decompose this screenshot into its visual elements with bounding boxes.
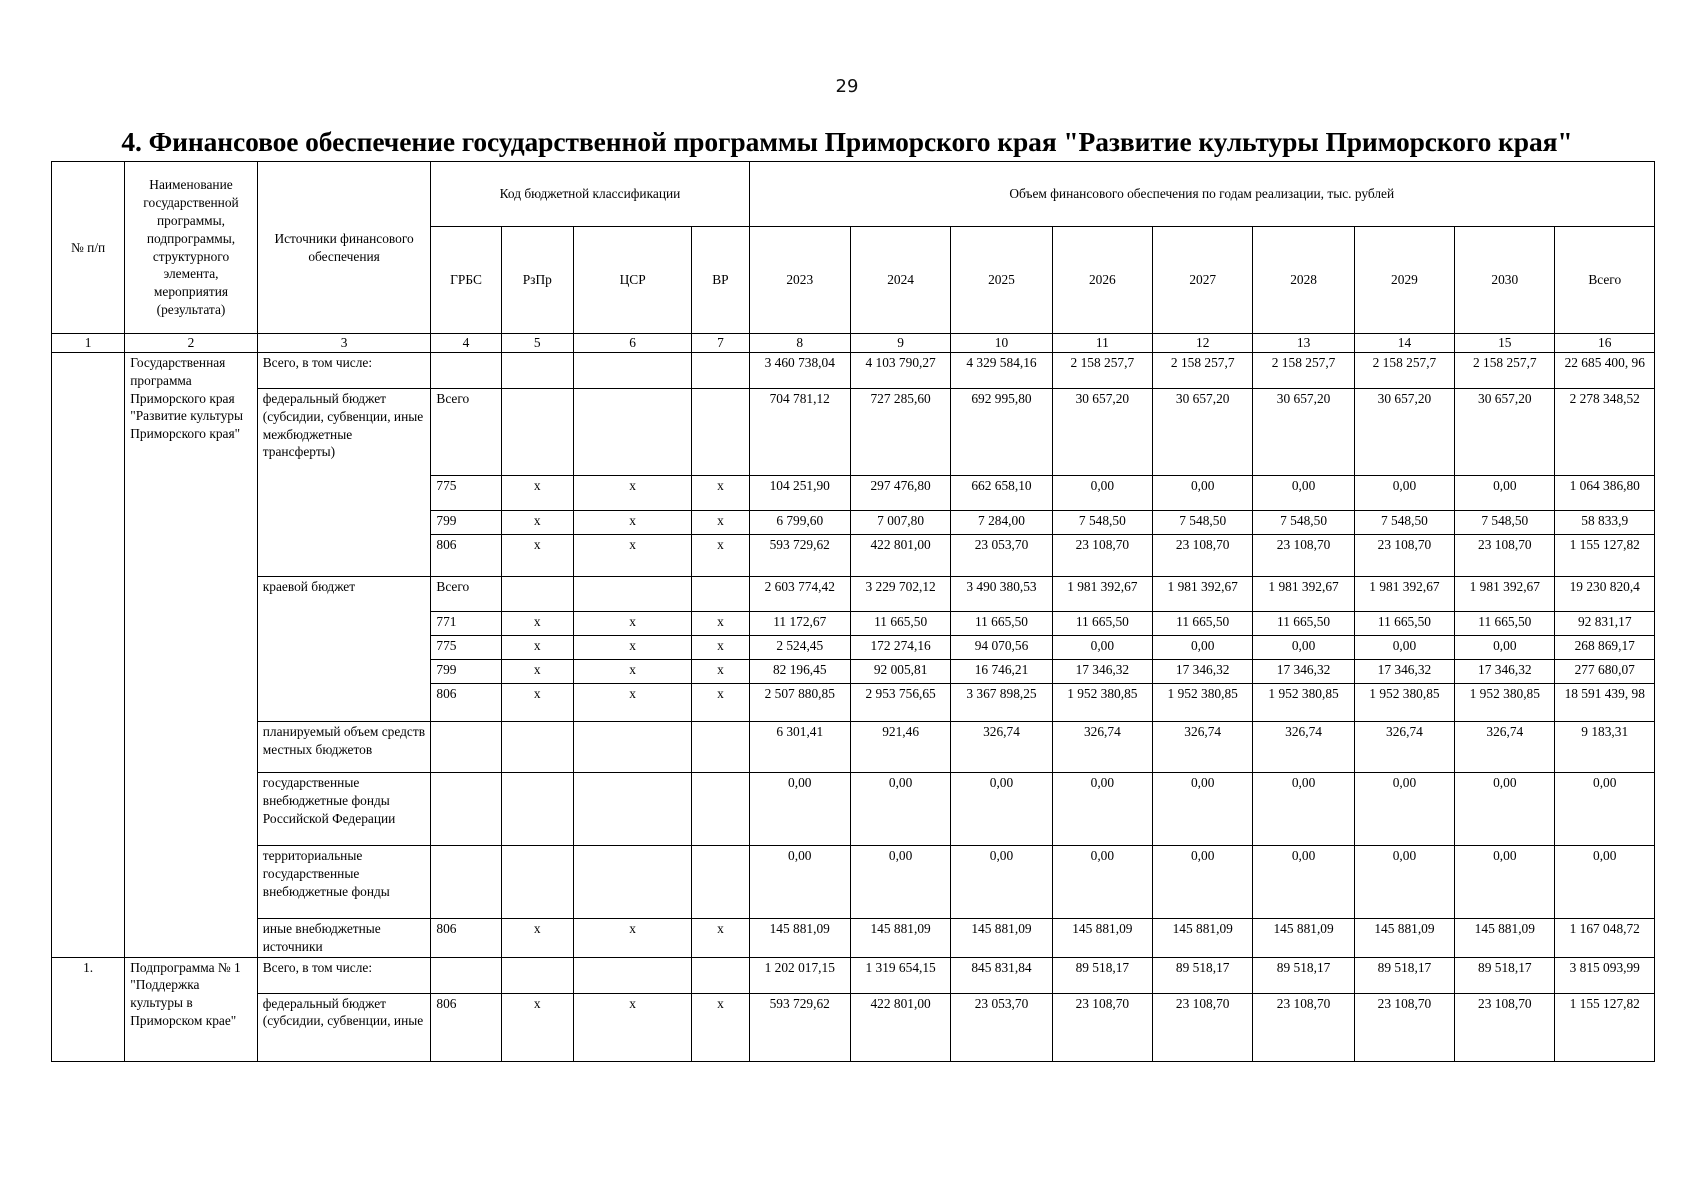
funding-source: федеральный бюджет (субсидии, субвенции, иные межбюджетные трансферты) [257,389,431,577]
funding-source: Всего, в том числе: [257,353,431,389]
year-value: 82 196,45 [749,660,850,684]
year-value: 326,74 [1052,722,1152,773]
year-value: 17 346,32 [1455,660,1555,684]
year-value: 0,00 [1052,636,1152,660]
total-value: 268 869,17 [1555,636,1655,660]
code-vr [692,577,749,612]
total-value: 277 680,07 [1555,660,1655,684]
column-number: 13 [1253,334,1354,353]
code-rzpr [501,957,573,993]
funding-source: федеральный бюджет (субсидии, субвенции, иные [257,993,431,1061]
year-value: 662 658,10 [951,476,1052,511]
table-row [52,957,1655,993]
year-value: 326,74 [1455,722,1555,773]
year-value: 23 053,70 [951,993,1052,1061]
code-grbs [431,353,501,389]
code-vr: х [692,919,749,958]
code-vr: х [692,476,749,511]
code-vr: х [692,993,749,1061]
year-value: 1 952 380,85 [1153,684,1253,722]
year-value: 7 548,50 [1153,511,1253,535]
year-value: 89 518,17 [1354,957,1454,993]
year-value: 23 053,70 [951,535,1052,577]
year-value: 2 603 774,42 [749,577,850,612]
code-rzpr [501,389,573,476]
table-row [52,722,1655,773]
table-row [52,577,1655,612]
code-rzpr: х [501,993,573,1061]
year-value: 7 548,50 [1253,511,1354,535]
financing-table [51,161,1655,1062]
year-value: 727 285,60 [850,389,950,476]
year-value: 2 158 257,7 [1253,353,1354,389]
code-rzpr: х [501,684,573,722]
total-value: 0,00 [1555,773,1655,846]
header-source: Источники финансового обеспечения [257,162,431,334]
year-value: 0,00 [1153,846,1253,919]
row-number [52,353,125,958]
code-rzpr: х [501,612,573,636]
code-grbs: 771 [431,612,501,636]
code-csr: х [573,476,691,511]
column-number: 8 [749,334,850,353]
code-vr: х [692,636,749,660]
year-value: 0,00 [1455,476,1555,511]
row-number: 1. [52,957,125,1061]
header-kbk-group: Код бюджетной классификации [431,162,749,227]
code-rzpr: х [501,636,573,660]
year-value: 92 005,81 [850,660,950,684]
year-value: 6 799,60 [749,511,850,535]
code-grbs: 806 [431,535,501,577]
year-value: 11 665,50 [1455,612,1555,636]
code-vr: х [692,660,749,684]
year-value: 1 981 392,67 [1153,577,1253,612]
year-value: 1 319 654,15 [850,957,950,993]
year-value: 1 981 392,67 [1455,577,1555,612]
funding-source: иные внебюджетные источники [257,919,431,958]
year-value: 11 665,50 [1354,612,1454,636]
year-value: 1 981 392,67 [1052,577,1152,612]
code-csr: х [573,993,691,1061]
year-value: 3 367 898,25 [951,684,1052,722]
year-value: 94 070,56 [951,636,1052,660]
code-rzpr: х [501,476,573,511]
year-value: 23 108,70 [1052,535,1152,577]
year-value: 145 881,09 [951,919,1052,958]
total-value: 92 831,17 [1555,612,1655,636]
year-value: 23 108,70 [1455,535,1555,577]
year-value: 17 346,32 [1052,660,1152,684]
year-value: 145 881,09 [850,919,950,958]
code-csr [573,353,691,389]
header-year: 2026 [1052,227,1152,334]
year-value: 2 158 257,7 [1052,353,1152,389]
column-number: 5 [501,334,573,353]
table-header [52,162,1655,353]
code-grbs [431,957,501,993]
year-value: 7 548,50 [1354,511,1454,535]
year-value: 30 657,20 [1455,389,1555,476]
year-value: 6 301,41 [749,722,850,773]
header-num: № п/п [52,162,125,334]
table-row [52,773,1655,846]
year-value: 422 801,00 [850,535,950,577]
header-vr: ВР [692,227,749,334]
code-vr: х [692,535,749,577]
year-value: 0,00 [1052,846,1152,919]
code-vr: х [692,511,749,535]
total-value: 3 815 093,99 [1555,957,1655,993]
year-value: 1 952 380,85 [1354,684,1454,722]
header-year: 2028 [1253,227,1354,334]
year-value: 172 274,16 [850,636,950,660]
year-value: 11 665,50 [1052,612,1152,636]
code-grbs: 806 [431,684,501,722]
code-csr: х [573,919,691,958]
year-value: 0,00 [1455,636,1555,660]
year-value: 17 346,32 [1354,660,1454,684]
header-year: 2027 [1153,227,1253,334]
code-csr [573,957,691,993]
code-grbs: 799 [431,511,501,535]
code-grbs [431,773,501,846]
year-value: 0,00 [1052,773,1152,846]
year-value: 11 665,50 [1253,612,1354,636]
year-value: 326,74 [1354,722,1454,773]
table-row [52,353,1655,389]
year-value: 11 665,50 [951,612,1052,636]
code-vr [692,846,749,919]
year-value: 593 729,62 [749,993,850,1061]
year-value: 23 108,70 [1455,993,1555,1061]
code-grbs [431,846,501,919]
column-number: 6 [573,334,691,353]
table-row [52,993,1655,1061]
funding-source: Всего, в том числе: [257,957,431,993]
year-value: 0,00 [1253,476,1354,511]
code-rzpr: х [501,535,573,577]
year-value: 326,74 [951,722,1052,773]
year-value: 1 952 380,85 [1253,684,1354,722]
year-value: 845 831,84 [951,957,1052,993]
year-value: 0,00 [1253,773,1354,846]
year-value: 7 284,00 [951,511,1052,535]
year-value: 17 346,32 [1153,660,1253,684]
year-value: 0,00 [749,846,850,919]
year-value: 23 108,70 [1354,535,1454,577]
year-value: 422 801,00 [850,993,950,1061]
year-value: 297 476,80 [850,476,950,511]
year-value: 23 108,70 [1253,535,1354,577]
year-value: 2 953 756,65 [850,684,950,722]
code-grbs: Всего [431,577,501,612]
document-title: 4. Финансовое обеспечение государственной программы Приморского края "Развитие культуры Приморского края" [121,126,1573,157]
year-value: 145 881,09 [749,919,850,958]
year-value: 2 524,45 [749,636,850,660]
column-number: 4 [431,334,501,353]
column-number: 2 [125,334,257,353]
code-vr: х [692,684,749,722]
code-rzpr [501,353,573,389]
table-row [52,389,1655,476]
code-vr [692,389,749,476]
year-value: 11 665,50 [1153,612,1253,636]
year-value: 2 507 880,85 [749,684,850,722]
year-value: 3 460 738,04 [749,353,850,389]
year-value: 1 202 017,15 [749,957,850,993]
code-csr: х [573,684,691,722]
header-year: 2025 [951,227,1052,334]
code-rzpr [501,773,573,846]
program-name: Подпрограмма № 1 "Поддержка культуры в Приморском крае" [125,957,257,1061]
year-value: 0,00 [1354,476,1454,511]
column-number: 7 [692,334,749,353]
year-value: 7 548,50 [1052,511,1152,535]
header-grbs: ГРБС [431,227,501,334]
column-number: 1 [52,334,125,353]
year-value: 11 172,67 [749,612,850,636]
total-value: 18 591 439, 98 [1555,684,1655,722]
program-name: Государственная программа Приморского края "Развитие культуры Приморского края" [125,353,257,958]
total-value: 58 833,9 [1555,511,1655,535]
year-value: 326,74 [1153,722,1253,773]
code-grbs: 775 [431,476,501,511]
header-csr: ЦСР [573,227,691,334]
table-body [52,353,1655,1062]
column-number: 14 [1354,334,1454,353]
year-value: 145 881,09 [1354,919,1454,958]
year-value: 23 108,70 [1354,993,1454,1061]
total-value: 9 183,31 [1555,722,1655,773]
year-value: 0,00 [1455,846,1555,919]
code-vr [692,957,749,993]
year-value: 0,00 [1253,846,1354,919]
header-name: Наименование государственной программы, подпрограммы, структурного элемента, мероприятия (результата) [125,162,257,334]
code-csr: х [573,535,691,577]
year-value: 2 158 257,7 [1354,353,1454,389]
code-grbs [431,722,501,773]
code-csr: х [573,660,691,684]
year-value: 145 881,09 [1153,919,1253,958]
year-value: 89 518,17 [1253,957,1354,993]
year-value: 0,00 [1253,636,1354,660]
column-number: 3 [257,334,431,353]
year-value: 0,00 [1052,476,1152,511]
total-value: 2 278 348,52 [1555,389,1655,476]
code-csr [573,846,691,919]
year-value: 0,00 [1153,476,1253,511]
header-volume-group: Объем финансового обеспечения по годам реализации, тыс. рублей [749,162,1654,227]
year-value: 921,46 [850,722,950,773]
total-value: 1 064 386,80 [1555,476,1655,511]
column-number-row [52,334,1655,353]
code-csr: х [573,636,691,660]
column-number: 10 [951,334,1052,353]
header-year: 2030 [1455,227,1555,334]
year-value: 0,00 [1354,773,1454,846]
year-value: 30 657,20 [1253,389,1354,476]
code-csr [573,773,691,846]
funding-source: территориальные государственные внебюджетные фонды [257,846,431,919]
year-value: 7 007,80 [850,511,950,535]
code-grbs: 806 [431,993,501,1061]
year-value: 326,74 [1253,722,1354,773]
code-csr: х [573,612,691,636]
year-value: 0,00 [749,773,850,846]
total-value: 1 155 127,82 [1555,535,1655,577]
column-number: 16 [1555,334,1655,353]
code-rzpr [501,722,573,773]
year-value: 23 108,70 [1153,993,1253,1061]
year-value: 23 108,70 [1153,535,1253,577]
year-value: 30 657,20 [1354,389,1454,476]
year-value: 23 108,70 [1253,993,1354,1061]
header-rzpr: РзПр [501,227,573,334]
year-value: 1 981 392,67 [1354,577,1454,612]
year-value: 0,00 [1455,773,1555,846]
page-number: 29 [835,76,859,97]
year-value: 30 657,20 [1052,389,1152,476]
year-value: 17 346,32 [1253,660,1354,684]
column-number: 15 [1455,334,1555,353]
code-csr [573,389,691,476]
year-value: 23 108,70 [1052,993,1152,1061]
year-value: 145 881,09 [1455,919,1555,958]
year-value: 0,00 [951,773,1052,846]
total-value: 22 685 400, 96 [1555,353,1655,389]
year-value: 704 781,12 [749,389,850,476]
year-value: 0,00 [951,846,1052,919]
year-value: 1 981 392,67 [1253,577,1354,612]
header-total: Всего [1555,227,1655,334]
column-number: 11 [1052,334,1152,353]
year-value: 11 665,50 [850,612,950,636]
code-grbs: 799 [431,660,501,684]
year-value: 1 952 380,85 [1052,684,1152,722]
year-value: 0,00 [850,773,950,846]
funding-source: краевой бюджет [257,577,431,722]
code-rzpr: х [501,511,573,535]
year-value: 593 729,62 [749,535,850,577]
year-value: 0,00 [1354,846,1454,919]
year-value: 4 329 584,16 [951,353,1052,389]
column-number: 9 [850,334,950,353]
total-value: 1 167 048,72 [1555,919,1655,958]
year-value: 692 995,80 [951,389,1052,476]
header-year: 2029 [1354,227,1454,334]
year-value: 89 518,17 [1153,957,1253,993]
header-year: 2023 [749,227,850,334]
year-value: 30 657,20 [1153,389,1253,476]
code-csr [573,577,691,612]
code-vr [692,353,749,389]
year-value: 89 518,17 [1052,957,1152,993]
year-value: 2 158 257,7 [1455,353,1555,389]
code-rzpr: х [501,660,573,684]
code-grbs: Всего [431,389,501,476]
year-value: 0,00 [850,846,950,919]
year-value: 7 548,50 [1455,511,1555,535]
year-value: 104 251,90 [749,476,850,511]
funding-source: государственные внебюджетные фонды Российской Федерации [257,773,431,846]
code-csr: х [573,511,691,535]
year-value: 1 952 380,85 [1455,684,1555,722]
code-grbs: 775 [431,636,501,660]
total-value: 1 155 127,82 [1555,993,1655,1061]
code-rzpr: х [501,919,573,958]
code-vr [692,722,749,773]
code-grbs: 806 [431,919,501,958]
code-vr [692,773,749,846]
code-rzpr [501,577,573,612]
year-value: 0,00 [1153,636,1253,660]
year-value: 145 881,09 [1052,919,1152,958]
year-value: 3 490 380,53 [951,577,1052,612]
year-value: 145 881,09 [1253,919,1354,958]
table-row [52,919,1655,958]
total-value: 0,00 [1555,846,1655,919]
table-row [52,846,1655,919]
column-number: 12 [1153,334,1253,353]
year-value: 2 158 257,7 [1153,353,1253,389]
code-rzpr [501,846,573,919]
header-year: 2024 [850,227,950,334]
code-csr [573,722,691,773]
year-value: 0,00 [1153,773,1253,846]
year-value: 3 229 702,12 [850,577,950,612]
year-value: 4 103 790,27 [850,353,950,389]
funding-source: планируемый объем средств местных бюджетов [257,722,431,773]
total-value: 19 230 820,4 [1555,577,1655,612]
year-value: 89 518,17 [1455,957,1555,993]
year-value: 16 746,21 [951,660,1052,684]
year-value: 0,00 [1354,636,1454,660]
code-vr: х [692,612,749,636]
